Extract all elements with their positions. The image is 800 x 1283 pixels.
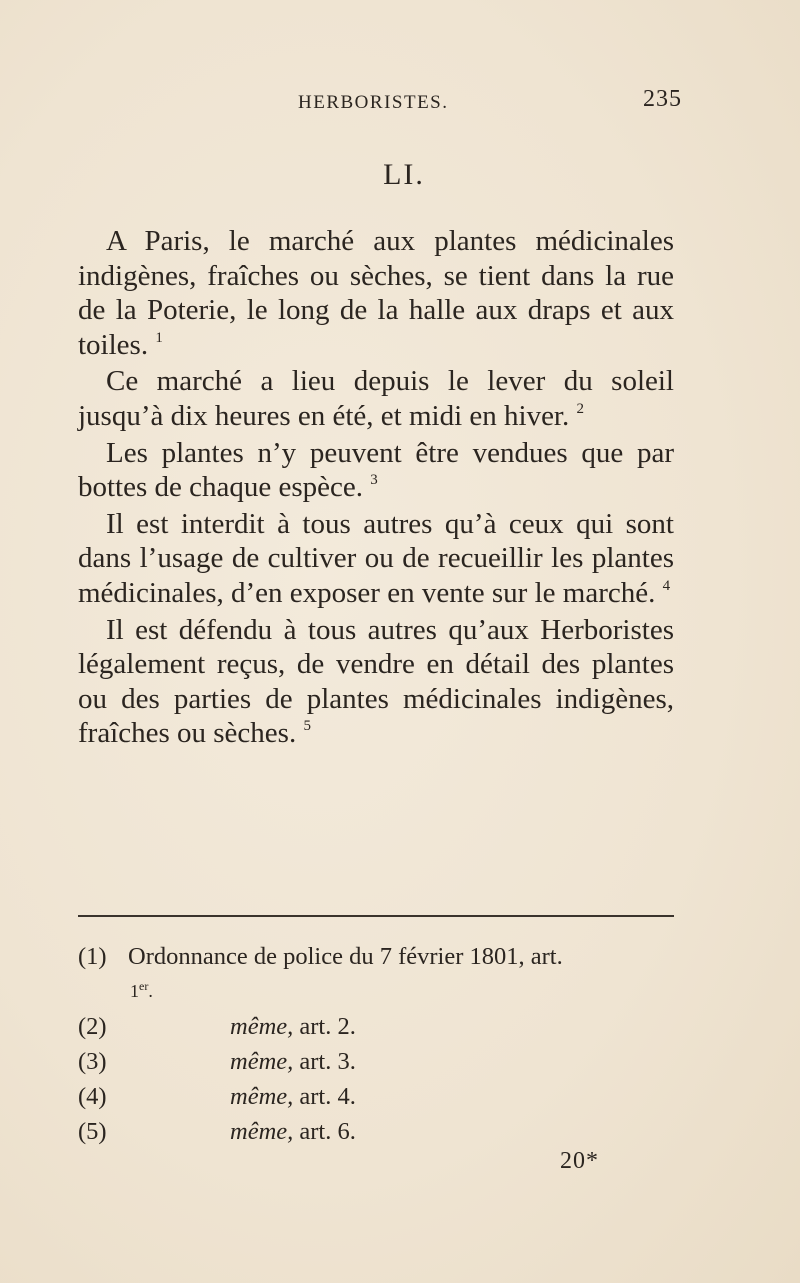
- paragraph-text: Il est défendu à tous autres qu’aux Herboristes légalement reçus, de vendre en détail des plantes ou des parties de plantes médicinales indigènes, fraîches ou sèches.: [78, 613, 674, 750]
- footnotes: [78, 940, 678, 1150]
- footnote-ref: [230, 1080, 356, 1114]
- page-number: 235: [643, 86, 682, 112]
- footnote-ref: [230, 1010, 356, 1044]
- footnote: [78, 1045, 678, 1080]
- footnote-number: (5): [78, 1118, 107, 1145]
- paragraph-text: A Paris, le marché aux plantes médicinales indigènes, fraîches ou sèches, se tient dans la rue de la Poterie, le long de la halle aux draps et aux toiles.: [78, 225, 674, 361]
- paragraph-text: Il est interdit à tous autres qu’à ceux qui sont dans l’usage de cultiver ou de recueillir les plantes médicinales, d’en exposer en vente sur le marché.: [78, 507, 674, 609]
- paragraph: [78, 364, 674, 433]
- note-ref: 4: [662, 577, 671, 594]
- ibid-text: même,: [230, 1118, 294, 1145]
- paragraph-text: Les plantes n’y peuvent être vendues que par bottes de chaque espèce.: [78, 436, 674, 504]
- footnote-number: (3): [78, 1048, 107, 1075]
- footnote-number: (2): [78, 1013, 107, 1040]
- note-ref: 1: [155, 329, 163, 346]
- paragraph: [78, 436, 674, 505]
- footnote-number: (4): [78, 1083, 107, 1110]
- article-text: art. 6.: [299, 1118, 356, 1145]
- ibid-text: même,: [230, 1083, 294, 1110]
- paragraph: [78, 507, 674, 611]
- chapter-number: LI.: [383, 158, 425, 191]
- footnote-ref: [230, 1045, 356, 1079]
- note-ref: 5: [303, 718, 311, 735]
- footnote-continuation: 1er.: [130, 979, 153, 1001]
- footnote: [78, 1080, 678, 1115]
- footnote-ref: [230, 1115, 356, 1149]
- article-text: art. 4.: [299, 1083, 356, 1110]
- paragraph-text: Ce marché a lieu depuis le lever du soleil jusqu’à dix heures en été, et midi en hiver.: [78, 365, 674, 432]
- ibid-text: même,: [230, 1048, 294, 1075]
- body-text: [78, 224, 674, 751]
- article-text: art. 2.: [299, 1013, 356, 1040]
- note-ref: 3: [370, 472, 378, 489]
- signature-mark: 20*: [560, 1148, 599, 1174]
- ibid-text: même,: [230, 1013, 294, 1040]
- running-title: HERBORISTES.: [298, 92, 449, 113]
- footnote-number: (1): [78, 943, 107, 970]
- paragraph: [78, 613, 674, 751]
- footnote: [78, 1115, 678, 1150]
- footnote: [78, 1010, 678, 1045]
- note-ref: 2: [576, 400, 584, 417]
- paragraph: [78, 224, 674, 362]
- article-text: art. 3.: [299, 1048, 356, 1075]
- running-head: [78, 86, 682, 122]
- footnote: [78, 940, 678, 1010]
- footnote-rule: [78, 915, 674, 917]
- footnote-text: Ordonnance de police du 7 février 1801, art.: [128, 943, 563, 970]
